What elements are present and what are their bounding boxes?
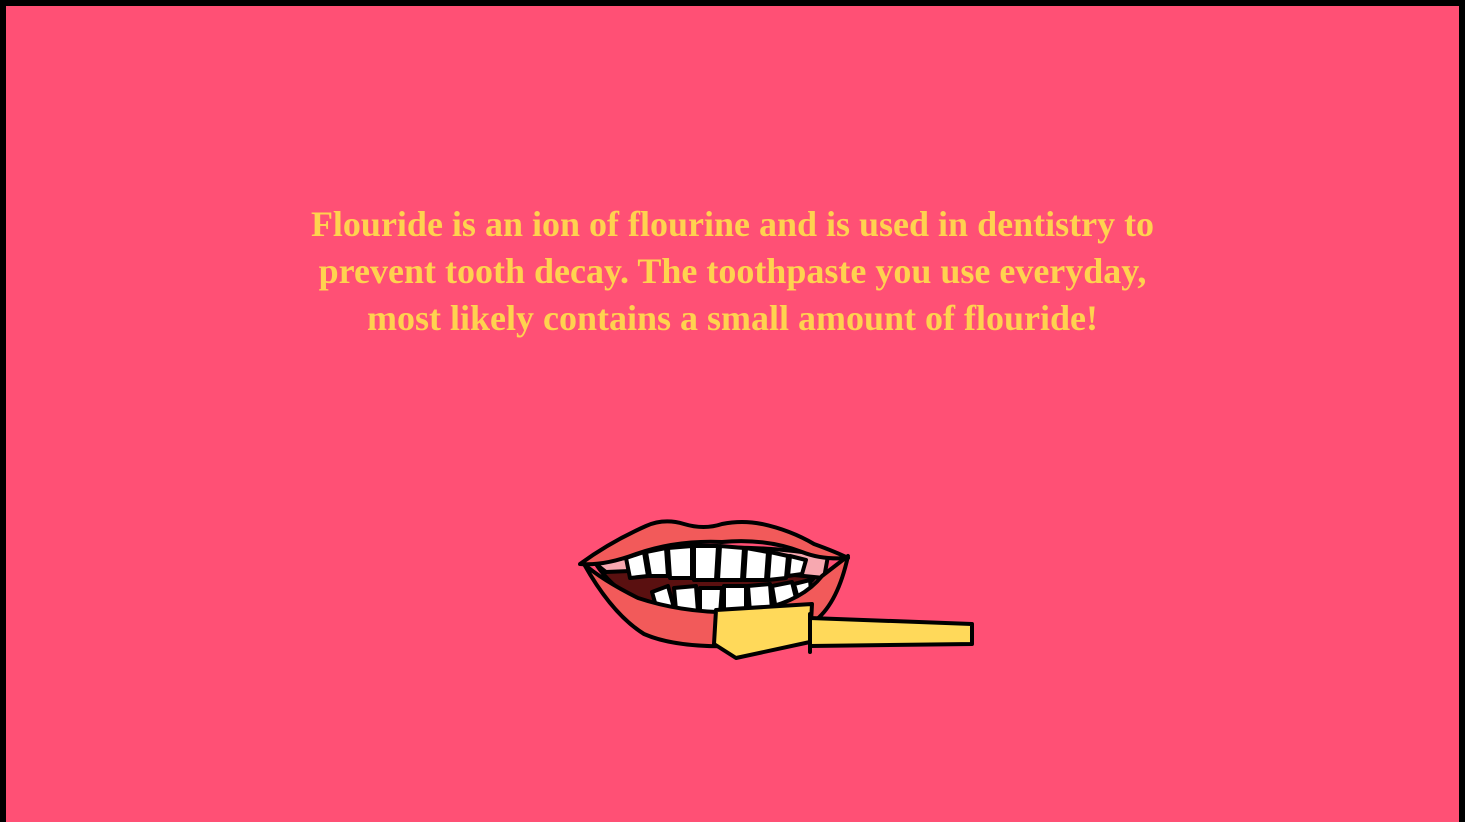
toothbrush-handle (810, 618, 972, 646)
fact-line-2: prevent tooth decay. The toothpaste you use everyday, (318, 251, 1147, 291)
mouth-with-toothbrush-icon (566, 506, 986, 666)
toothbrush-head (714, 604, 812, 658)
fluoride-fact-text (186, 201, 1279, 342)
slide-canvas (6, 6, 1459, 822)
fact-line-3: most likely contains a small amount of flouride! (366, 298, 1098, 338)
fact-line-1: Flouride is an ion of flourine and is used in dentistry to (310, 204, 1155, 244)
